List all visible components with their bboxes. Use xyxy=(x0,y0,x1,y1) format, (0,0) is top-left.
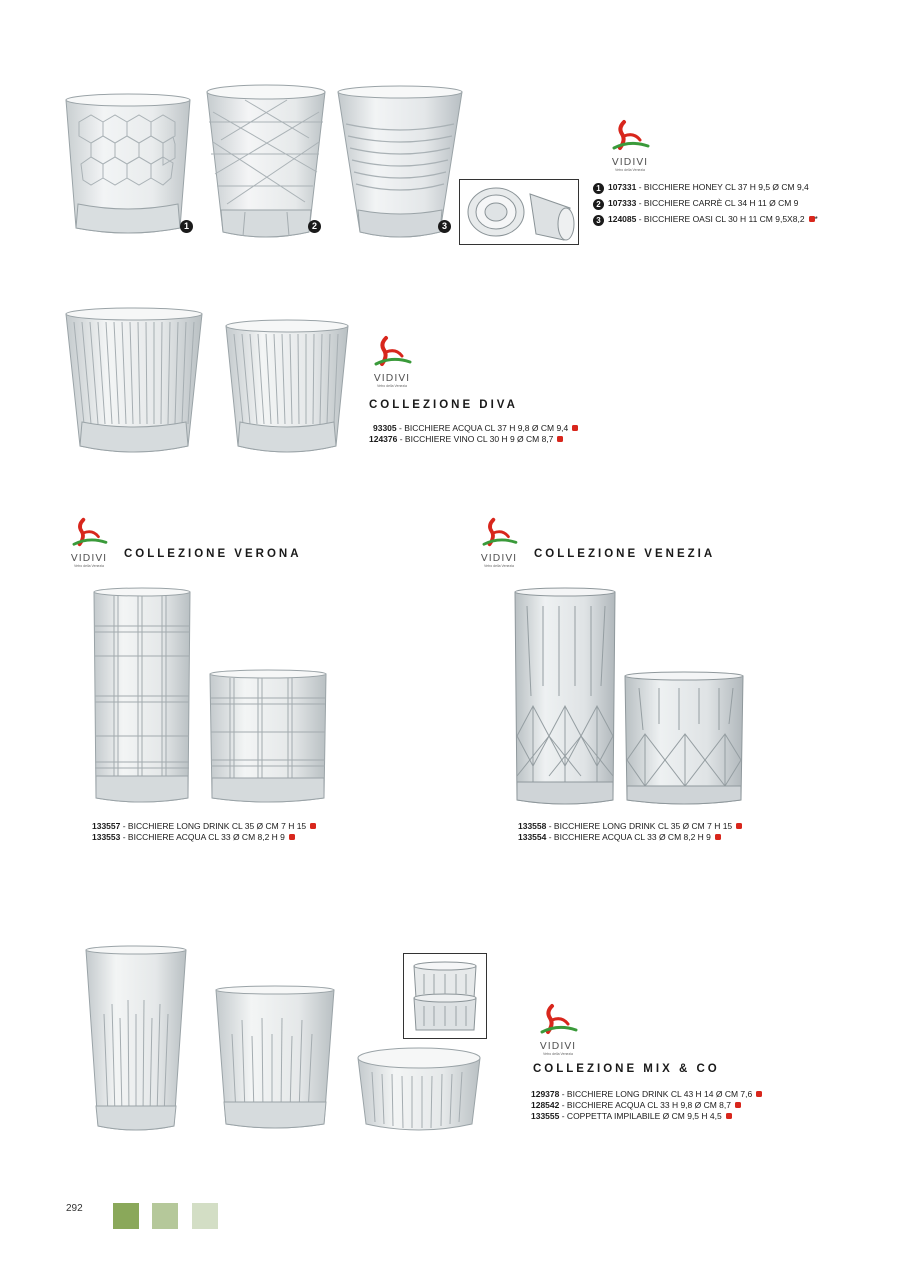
vidivi-logo-mark xyxy=(64,516,114,548)
vidivi-logo-mark xyxy=(604,118,656,152)
vidivi-logo-mark xyxy=(474,516,524,548)
mixco-product-3: 133555 - COPPETTA IMPILABILE Ø CM 9,5 H 4,5 xyxy=(531,1111,732,1121)
glass-diva-vino-image xyxy=(224,318,350,458)
venezia-title: COLLEZIONE VENEZIA xyxy=(534,548,716,560)
top-product-1: 1 107331 - BICCHIERE HONEY CL 37 H 9,5 Ø CM 9,4 xyxy=(593,182,809,194)
coppetta-bowl-image xyxy=(356,1044,482,1136)
availability-mark xyxy=(572,425,578,431)
vidivi-logo-word: VIDIVI xyxy=(373,373,411,384)
vidivi-logo-tagline: Vetro della Venezia xyxy=(615,168,645,172)
vidivi-logo-diva xyxy=(366,334,418,388)
vidivi-logo-word: VIDIVI xyxy=(611,157,649,168)
vidivi-logo-tagline: Vetro della Venezia xyxy=(74,564,104,568)
verona-product-2: 133553 - BICCHIERE ACQUA CL 33 Ø CM 8,2 H 9 xyxy=(92,832,295,842)
coppetta-stacked-thumbnail xyxy=(403,953,487,1039)
page-number: 292 xyxy=(66,1203,83,1214)
mixco-product-2: 128542 - BICCHIERE ACQUA CL 33 H 9,8 Ø CM 8,7 xyxy=(531,1100,741,1110)
glass-verona-long-drink-image xyxy=(92,586,192,806)
availability-mark xyxy=(289,834,295,840)
glass-carre-image xyxy=(205,82,327,242)
footer-swatch-light xyxy=(192,1203,218,1229)
glass-oasi-image xyxy=(336,84,464,242)
vidivi-logo-mark xyxy=(532,1002,584,1036)
vidivi-logo-word: VIDIVI xyxy=(70,553,108,564)
mixco-product-1: 129378 - BICCHIERE LONG DRINK CL 43 H 14 Ø CM 7,6 xyxy=(531,1089,762,1099)
vidivi-logo-venezia xyxy=(474,516,524,568)
mixco-title: COLLEZIONE MIX & CO xyxy=(533,1063,720,1075)
glass-diva-acqua-image xyxy=(64,306,204,458)
vidivi-logo-word: VIDIVI xyxy=(539,1041,577,1052)
top-product-2: 2 107333 - BICCHIERE CARRÈ CL 34 H 11 Ø CM 9 xyxy=(593,198,798,210)
glass-mixco-long-drink-image xyxy=(84,944,188,1134)
footer-swatch-mid xyxy=(152,1203,178,1229)
vidivi-logo-tagline: Vetro della Venezia xyxy=(377,384,407,388)
oasi-thumbnail xyxy=(459,179,579,245)
venezia-product-1: 133558 - BICCHIERE LONG DRINK CL 35 Ø CM 7 H 15 xyxy=(518,821,742,831)
availability-mark xyxy=(715,834,721,840)
badge-3: 3 xyxy=(438,220,451,233)
diva-product-2: 124376 - BICCHIERE VINO CL 30 H 9 Ø CM 8,7 xyxy=(369,434,563,444)
diva-title: COLLEZIONE DIVA xyxy=(369,399,518,411)
glass-venezia-long-drink-image xyxy=(513,586,617,808)
vidivi-logo-tagline: Vetro della Venezia xyxy=(484,564,514,568)
availability-mark xyxy=(736,823,742,829)
glass-verona-acqua-image xyxy=(208,668,328,806)
availability-mark xyxy=(310,823,316,829)
badge-2: 2 xyxy=(308,220,321,233)
diva-product-1: 93305 - BICCHIERE ACQUA CL 37 H 9,8 Ø CM 9,4 xyxy=(373,423,578,433)
availability-mark xyxy=(726,1113,732,1119)
vidivi-logo-tagline: Vetro della Venezia xyxy=(543,1052,573,1056)
glass-honey-image xyxy=(64,92,192,238)
top-product-3: 3 124085 - BICCHIERE OASI CL 30 H 11 CM 9,5X8,2 * xyxy=(593,214,818,226)
vidivi-logo-verona xyxy=(64,516,114,568)
vidivi-logo-mark xyxy=(366,334,418,368)
availability-mark xyxy=(735,1102,741,1108)
footer-swatch-dark xyxy=(113,1203,139,1229)
availability-mark xyxy=(756,1091,762,1097)
badge-1: 1 xyxy=(180,220,193,233)
venezia-product-2: 133554 - BICCHIERE ACQUA CL 33 Ø CM 8,2 H 9 xyxy=(518,832,721,842)
verona-product-1: 133557 - BICCHIERE LONG DRINK CL 35 Ø CM 7 H 15 xyxy=(92,821,316,831)
verona-title: COLLEZIONE VERONA xyxy=(124,548,302,560)
glass-venezia-acqua-image xyxy=(623,670,745,808)
vidivi-logo-top xyxy=(604,118,656,172)
glass-mixco-acqua-image xyxy=(214,984,336,1132)
availability-mark xyxy=(557,436,563,442)
vidivi-logo-mixco xyxy=(532,1002,584,1056)
vidivi-logo-word: VIDIVI xyxy=(480,553,518,564)
